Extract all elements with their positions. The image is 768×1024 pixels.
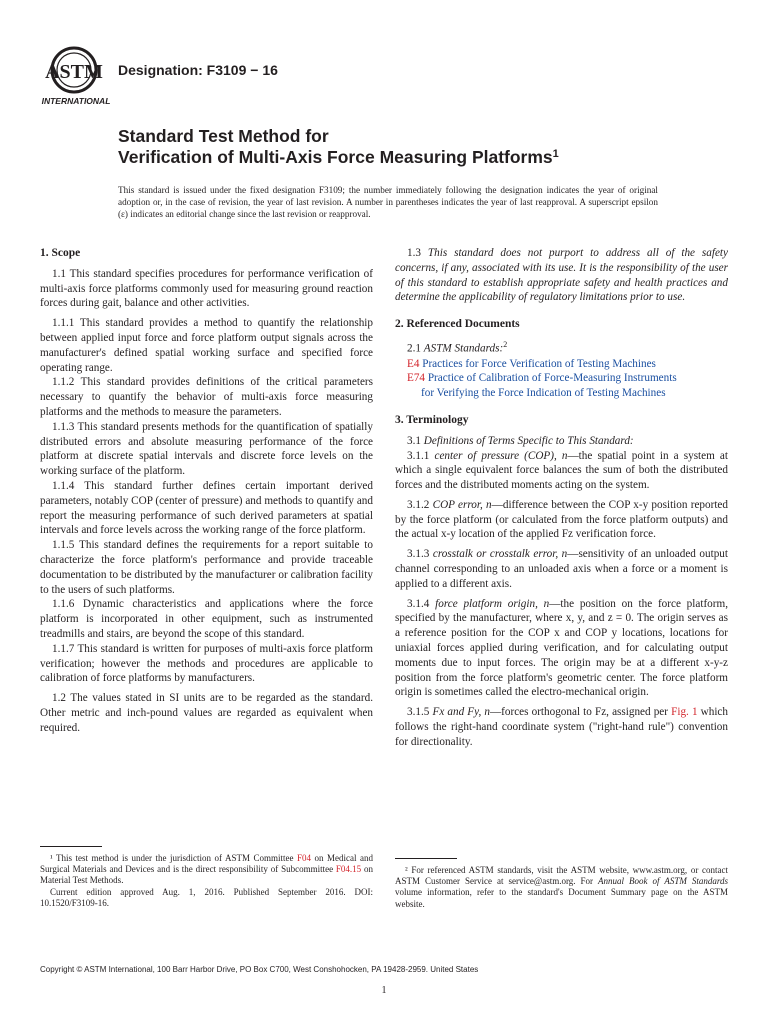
para-1-1-3: 1.1.3 This standard presents methods for the quantification of spatially distributed errors and absolute measuring performance of the force platform at discrete spatial intervals and discrete force levels on the working surface of the platform. [40,420,373,478]
link-e74-title[interactable]: Practice of Calibration of Force-Measuring Instruments [427,372,677,385]
link-e4-title[interactable]: Practices for Force Verification of Testing Machines [422,357,656,370]
definition-cop-error: 3.1.2 COP error, n—difference between the COP x-y position reported by the force platform (or calculated from the force platform outputs) and the actual x-y location of the applied Fz verification force. [395,498,728,541]
section-1-heading: 1. Scope [40,247,81,259]
para-3-1: 3.1 Definitions of Terms Specific to This Standard: [407,434,634,447]
svg-text:ASTM: ASTM [45,61,103,83]
para-1-1-1: 1.1.1 This standard provides a method to quantify the relationship between applied input force and force platform output signals across the manufacturer's defined spatial working surface and specified force operating range. [40,317,373,374]
definition-fx-fy: 3.1.5 Fx and Fy, n—forces orthogonal to Fz, assigned per Fig. 1 which follows the right-hand coordinate system ("right-hand rule") convention for directionality. [395,706,728,748]
document-title [118,126,559,168]
footnote-1: ¹ This test method is under the jurisdiction of ASTM Committee F04 on Medical and Surgical Materials and Devices and is the direct responsibility of Subcommittee F04.15 on Material Test Methods. Current edition approved Aug. 1, 2016. Published September 2016. DOI: 10.1520/F3109-16. [40,853,373,908]
para-1-1: 1.1 This standard specifies procedures for performance verification of multi-axis force platforms commonly used for measuring ground reaction forces during gait, balance and other activities. [40,267,373,310]
link-e74[interactable]: E74 [407,372,426,385]
astm-logo [40,42,112,108]
para-1-1-7: 1.1.7 This standard is written for purposes of multi-axis force platform verification; however the methods and procedures are applicable to calibration of force platforms by manufacturers. [40,642,373,685]
left-column [40,246,373,736]
footnote-rule-left [40,846,102,847]
copyright-line: Copyright © ASTM International, 100 Barr Harbor Drive, PO Box C700, West Conshohocken, PA 19428-2959. United States [40,965,479,974]
para-1-1-6: 1.1.6 Dynamic characteristics and applications where the force platform is incorporated in other equipment, such as instrumented treadmills and stairs, are beyond the scope of this standard. [40,598,373,640]
designation: Designation: F3109 − 16 [118,62,278,78]
footnote-edition: Current edition approved Aug. 1, 2016. Published September 2016. DOI: 10.1520/F3109-16. [40,886,373,908]
link-f04[interactable]: F04 [297,853,312,863]
para-1-2: 1.2 The values stated in SI units are to be regarded as the standard. Other metric and inch-pound values are regarded as equivalent when required. [40,692,373,734]
para-1-1-2: 1.1.2 This standard provides definitions of the critical parameters necessary to quantify the behavior of multi-axis force measuring platforms and the methods to measure the parameters. [40,376,373,418]
section-2-heading: 2. Referenced Documents [395,318,520,331]
link-fig-1[interactable]: Fig. 1 [671,706,698,719]
footnote-2: ² For referenced ASTM standards, visit the ASTM website, www.astm.org, or contact ASTM Customer Service at service@astm.org. For Annual Book of ASTM Standards volume information, refer to the standard's Document Summary page on the ASTM website. [395,865,729,909]
right-column [395,246,728,750]
link-f04-15[interactable]: F04.15 [335,864,362,875]
svg-text:INTERNATIONAL: INTERNATIONAL [41,96,111,106]
reference-e74-line2[interactable]: for Verifying the Force Indication of Testing Machines [421,387,666,400]
para-1-1-5: 1.1.5 This standard defines the requirements for a report suitable to characterize the force platform's performance and provide traceable documentation to be distributed by the manufacturer or calibration facility to the users of such platforms. [40,539,373,596]
reference-e4 [395,357,728,372]
definition-crosstalk: 3.1.3 crosstalk or crosstalk error, n—sensitivity of an unloaded output channel corresponding to an unloaded axis when a force or a moment is applied to a different axis. [395,548,729,590]
section-3-heading: 3. Terminology [395,413,469,426]
para-1-3: 1.3 This standard does not purport to address all of the safety concerns, if any, associated with its use. It is the responsibility of the user of this standard to establish appropriate safety and health practices and determine the applicability of regulatory limitations prior to use. [395,247,729,304]
footnote-rule-right [395,858,457,859]
definition-cop: 3.1.1 center of pressure (COP), n—the spatial point in a system at which a single equivalent force balances the sum of both the distributed forces and the distributed moments acting on the system. [395,449,728,492]
reference-e74 [395,371,728,386]
title-line-1: Standard Test Method for [118,126,329,146]
link-e4[interactable]: E4 [407,357,420,370]
page-number: 1 [381,985,387,996]
para-1-1-4: 1.1.4 This standard further defines certain important derived parameters, notably COP (center of pressure) and methods to quantify and report the measuring performance of such derived parameters at spatial intervals and force levels across the working range of the force platform. [40,479,373,537]
issuance-notice: This standard is issued under the fixed designation F3109; the number immediately following the designation indicates the year of original adoption or, in the case of revision, the year of last revision. A number in parentheses indicates the year of last reapproval. A superscript epsilon (ε) indicates an editorial change since the last revision or reapproval. [118,185,658,219]
title-line-2: Verification of Multi-Axis Force Measuring Platforms$^1$ [118,147,559,167]
definition-platform-origin: 3.1.4 force platform origin, n—the position on the force platform, specified by the manufacturer, where x, y, and z = 0. The origin serves as a reference position for the COP x and COP y locations, locations for uniaxial forces applied during verification, and for calculating output moments due to input forces. The origin may be at a different x-y-z position from the force platform's geometric center. The force platform origin is sometimes called the electro-mechanical origin. [395,597,729,699]
para-2-1: 2.1 ASTM Standards:$^2$ [407,339,508,355]
title-footnote-mark: 1 [552,148,559,160]
